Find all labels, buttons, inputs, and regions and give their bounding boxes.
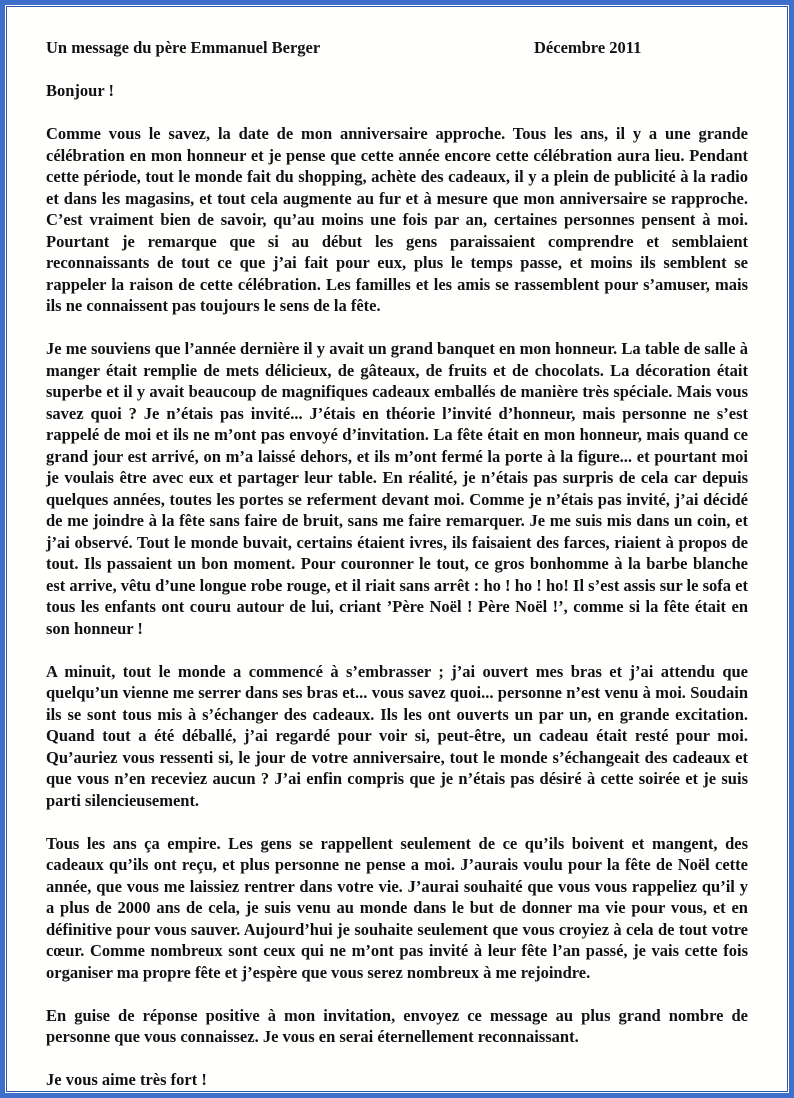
letter-header: [46, 37, 748, 59]
letter-paragraph-4: Tous les ans ça empire. Les gens se rappellent seulement de ce qu’ils boivent et mangent, des cadeaux qu’ils ont reçu, et plus personne ne pense a moi. J’aurais voulu pour la fête de Noël cette année, que vous me laissiez rentrer dans votre vie. J’aurai souhaité que vous vous rappeliez qu’il y a plus de 2000 ans de cela, je suis venu au monde dans le but de donner ma vie pour vous, et en définitive pour vous sauver. Aujourd’hui je souhaite seulement que vous croyiez à cela de tout votre cœur. Comme nombreux sont ceux qui ne m’ont pas invité à leur fête l’an passé, je vais cette fois organiser ma propre fête et j’espère que vous serez nombreux à me rejoindre.: [46, 833, 748, 982]
letter-greeting: Bonjour !: [46, 81, 114, 100]
letter-paragraph-3: A minuit, tout le monde a commencé à s’embrasser ; j’ai ouvert mes bras et j’ai attendu que quelqu’un vienne me serrer dans ses bras et... vous savez quoi... personne n’est venu à moi. Soudain ils se sont tous mis à s’échanger des cadeaux. Ils les ont ouverts un par un, en grande excitation. Quand tout a été déballé, j’ai regardé pour voir si, peut-être, un cadeau était resté pour moi. Qu’auriez vous ressenti si, le jour de votre anniversaire, tout le monde s’échangeait des cadeaux et que vous n’en receviez aucun ? J’ai enfin compris que je n’étais pas désiré à cette soirée et je suis parti silencieusement.: [46, 661, 748, 810]
letter-date: Décembre 2011: [534, 38, 642, 57]
letter-title: Un message du père Emmanuel Berger: [46, 38, 321, 57]
letter-closing: Je vous aime très fort !: [46, 1070, 207, 1089]
letter-body: [46, 37, 748, 1091]
letter-paragraph-5: En guise de réponse positive à mon invitation, envoyez ce message au plus grand nombre de personne que vous connaissez. Je vous en serai éternellement reconnaissant.: [46, 1005, 748, 1046]
letter-paragraph-1: Comme vous le savez, la date de mon anniversaire approche. Tous les ans, il y a une grande célébration en mon honneur et je pense que cette année encore cette célébration aura lieu. Pendant cette période, tout le monde fait du shopping, achète des cadeaux, il y a plein de publicité à la radio et dans les magasins, et tout cela augmente au fur et à mesure que mon anniversaire se rapproche. C’est vraiment bien de savoir, qu’au moins une fois par an, certaines personnes pensent à moi. Pourtant je remarque que si au début les gens paraissaient comprendre et semblaient reconnaissants de tout ce que j’ai fait pour eux, plus le temps passe, et moins ils semblent se rappeler la raison de cette célébration. Les familles et les amis se rassemblent pour s’amuser, mais ils ne connaissent pas toujours le sens de la fête.: [46, 124, 748, 315]
letter-paragraph-2: Je me souviens que l’année dernière il y avait un grand banquet en mon honneur. La table de salle à manger était remplie de mets délicieux, de gâteaux, de fruits et de chocolats. La décoration était superbe et il y avait beaucoup de magnifiques cadeaux emballés de manière très spéciale. Mais vous savez quoi ? Je n’étais pas invité... J’étais en théorie l’invité d’honneur, mais personne ne s’est rappelé de moi et ils ne m’ont pas envoyé d’invitation. La fête était en mon honneur, mais quand ce grand jour est arrivé, on m’a laissé dehors, et ils m’ont fermé la porte à la figure... et pourtant moi je voulais être avec eux et partager leur table. En réalité, je n’étais pas surpris de cela car depuis quelques années, toutes les portes se referment devant moi. Comme je n’étais pas invité, j’ai décidé de me joindre à la fête sans faire de bruit, sans me faire remarquer. Je me suis mis dans un coin, et j’ai observé. Tout le monde buvait, certains étaient ivres, ils faisaient des farces, riaient à propos de tout. Ils passaient un bon moment. Pour couronner le tout, ce gros bonhomme à la barbe blanche est arrive, vêtu d’une longue robe rouge, et il riait sans arrêt : ho ! ho ! ho! Il s’est assis sur le sofa et tous les enfants ont couru autour de lui, criant ’Père Noël ! Père Noël !’, comme si la fête était en son honneur !: [46, 339, 748, 638]
letter-page: [6, 6, 788, 1092]
